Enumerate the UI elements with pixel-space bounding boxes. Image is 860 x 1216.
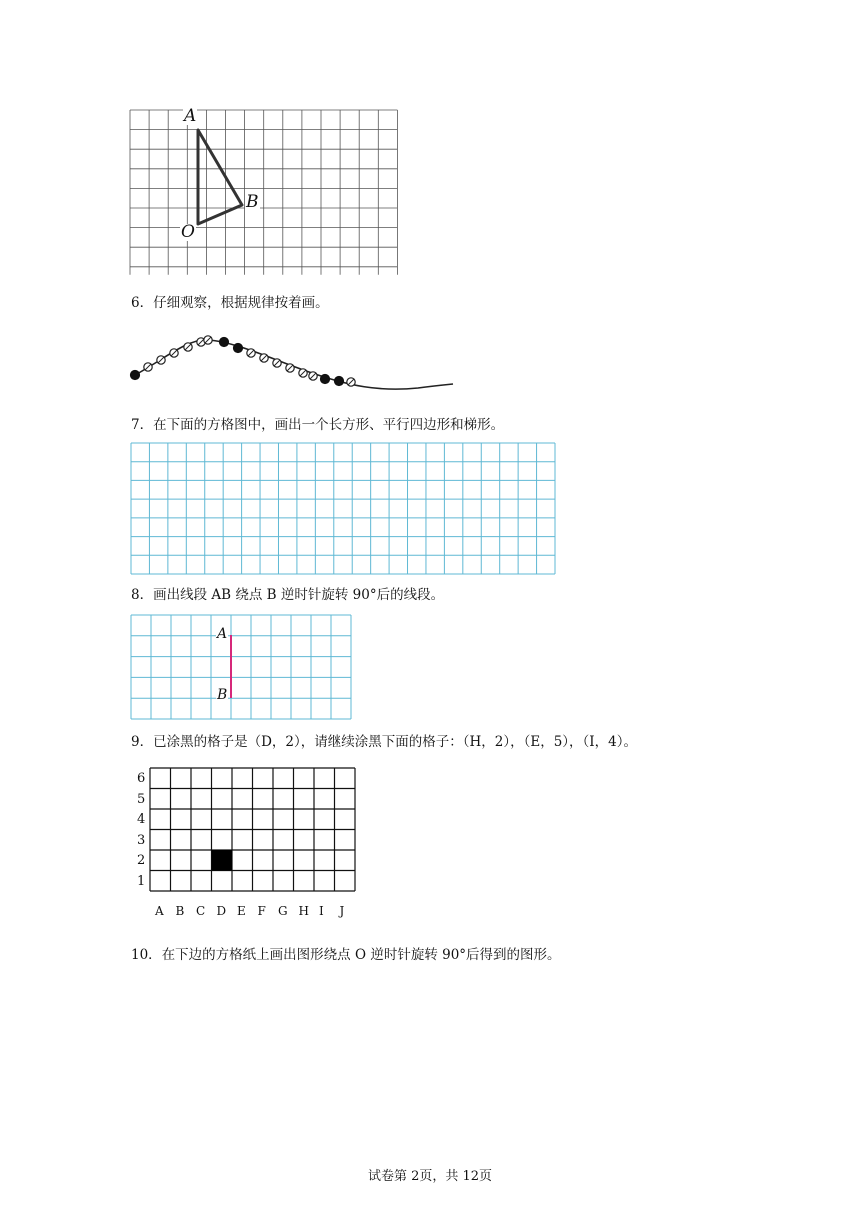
column-label: D (216, 904, 227, 918)
question-9: 9．已涂黑的格子是（D，2），请继续涂黑下面的格子：（H，2），（E，5），（I，4）。 (131, 734, 637, 750)
bead-filled (233, 343, 242, 352)
column-label: B (175, 904, 185, 918)
column-label: F (257, 904, 266, 918)
row-label: 1 (137, 873, 146, 889)
question-6: 6．仔细观察，根据规律按着画。 (131, 295, 329, 311)
column-label: G (278, 904, 288, 918)
question-10: 10．在下边的方格纸上画出图形绕点 O 逆时针旋转 90°后得到的图形。 (131, 947, 561, 963)
filled-cell-d2 (212, 850, 233, 871)
row-label: 3 (137, 832, 146, 848)
segment-point-a-label: A (217, 626, 228, 642)
segment-point-b-label: B (217, 687, 228, 703)
grid-q7 (131, 443, 555, 575)
grid-q8 (131, 615, 352, 720)
point-b-label: B (246, 192, 259, 212)
pattern-curve (135, 340, 453, 389)
bead-filled (320, 374, 329, 383)
triangle-aob (198, 130, 242, 224)
point-o-label: O (181, 222, 195, 242)
coordinate-grid-q9 (150, 768, 360, 894)
point-a-label: A (184, 106, 197, 126)
column-label: I (319, 904, 324, 918)
row-label: 4 (137, 812, 146, 827)
column-label: E (237, 904, 246, 918)
row-label: 5 (137, 791, 146, 807)
page-footer: 试卷第 2页，共 12页 (367, 1169, 493, 1184)
row-label: 6 (137, 771, 146, 786)
row-label: 2 (137, 853, 146, 868)
column-label: A (155, 904, 164, 918)
question-7: 7．在下面的方格图中，画出一个长方形、平行四边形和梯形。 (131, 417, 505, 433)
column-label: J (339, 904, 345, 918)
column-label: H (298, 904, 309, 918)
column-label: C (196, 904, 206, 918)
bead-filled (130, 370, 139, 379)
bead-pattern (128, 330, 458, 392)
figure1-triangle-grid (130, 106, 398, 282)
bead-filled (334, 376, 343, 385)
bead-filled (219, 337, 228, 346)
question-8: 8．画出线段 AB 绕点 B 逆时针旋转 90°后的线段。 (131, 587, 445, 603)
